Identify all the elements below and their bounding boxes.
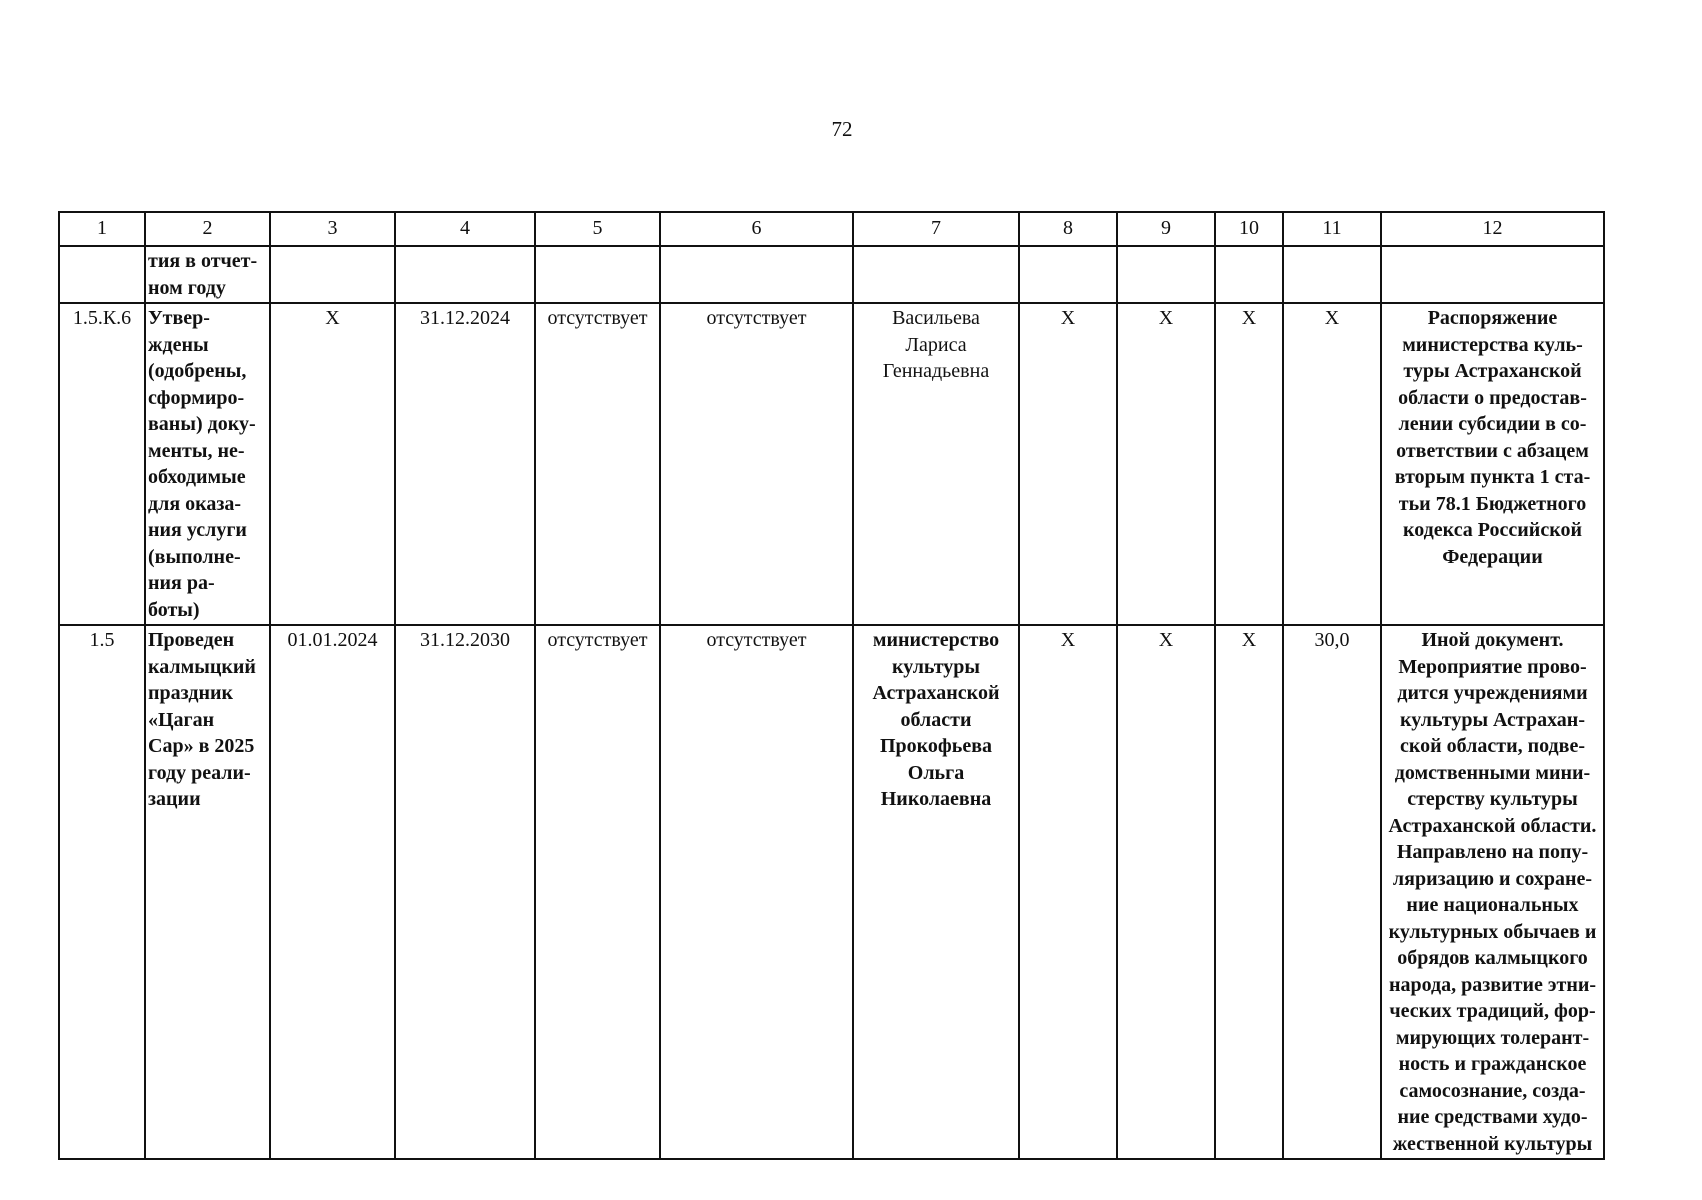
table-cell-number: 1.5 <box>59 625 145 1159</box>
table-cell-responsible <box>853 625 1019 1159</box>
cell-line: ние средствами худо- <box>1397 1106 1588 1128</box>
table-cell-event <box>145 246 270 303</box>
cell-line: области о предостав- <box>1398 386 1587 409</box>
header-cell: 1 <box>59 212 145 246</box>
table-cell <box>1381 246 1604 303</box>
cell-line: народа, развитие этни- <box>1388 973 1597 996</box>
header-cell: 5 <box>535 212 660 246</box>
cell-line: тьи 78.1 Бюджетного <box>1398 492 1587 515</box>
cell-line: мирующих толерант- <box>1395 1026 1590 1049</box>
cell-line: Утвер- <box>148 307 210 329</box>
table-cell <box>270 246 395 303</box>
cell-line: ческих традиций, фор- <box>1389 1000 1596 1022</box>
table-row <box>59 303 1604 625</box>
cell-line: «Цаган <box>148 708 215 731</box>
cell-line: домственными мини- <box>1394 761 1591 784</box>
cell-line: ность и гражданское <box>1398 1053 1587 1075</box>
table-cell: X <box>1215 303 1283 625</box>
cell-line: министерство <box>872 629 1000 651</box>
cell-line: боты) <box>148 598 200 621</box>
cell-line: обрядов калмыцкого <box>1397 947 1588 969</box>
cell-line: менты, не- <box>148 439 245 462</box>
table-cell: отсутствует <box>535 303 660 625</box>
cell-line: культуры Астрахан- <box>1399 708 1585 731</box>
cell-line: Распоряжение <box>1427 307 1558 329</box>
header-cell: 3 <box>270 212 395 246</box>
table-header-row <box>59 212 1604 246</box>
header-cell: 10 <box>1215 212 1283 246</box>
cell-line: Прокофьева <box>879 735 993 757</box>
cell-line: Ольга <box>907 761 965 784</box>
cell-line: ния услуги <box>148 519 247 541</box>
cell-line: области <box>900 708 972 731</box>
cell-line: Направлено на попу- <box>1396 841 1589 863</box>
header-cell: 9 <box>1117 212 1215 246</box>
cell-line: культуры <box>891 655 981 678</box>
page-number: 72 <box>831 117 853 141</box>
table-cell-event <box>145 625 270 1159</box>
cell-line: дится учреждениями <box>1397 682 1588 704</box>
cell-line: для оказа- <box>148 492 242 515</box>
cell-line: министерства куль- <box>1402 333 1583 356</box>
cell-line: праздник <box>148 682 234 704</box>
cell-line: сформиро- <box>148 386 245 409</box>
cell-line: Мероприятие прово- <box>1398 655 1587 678</box>
table-cell-amount: 30,0 <box>1283 625 1381 1159</box>
cell-line: ждены <box>148 333 209 356</box>
cell-line: Астраханской <box>872 682 1000 704</box>
header-cell: 2 <box>145 212 270 246</box>
table-cell: отсутствует <box>535 625 660 1159</box>
table-cell <box>1019 246 1117 303</box>
cell-line: Проведен <box>148 629 235 651</box>
table-cell-number: 1.5.К.6 <box>59 303 145 625</box>
cell-line: туры Астраханской <box>1403 360 1582 382</box>
cell-line: Васильева <box>892 307 980 329</box>
cell-line: кодекса Российской <box>1402 519 1582 541</box>
table-cell: отсутствует <box>660 303 853 625</box>
cell-line: ном году <box>148 276 226 299</box>
cell-line: Николаевна <box>880 788 992 810</box>
cell-line: ляризацию и сохране- <box>1392 867 1593 890</box>
table-cell <box>59 246 145 303</box>
cell-line: ние национальных <box>1406 894 1579 916</box>
cell-line: (выполне- <box>148 545 241 568</box>
table-cell-date: 31.12.2024 <box>395 303 535 625</box>
cell-line: стерству культуры <box>1407 788 1578 810</box>
table-cell: X <box>1117 303 1215 625</box>
table-cell <box>1215 246 1283 303</box>
table-cell-date: 31.12.2030 <box>395 625 535 1159</box>
table-cell: отсутствует <box>660 625 853 1159</box>
cell-line: самосознание, созда- <box>1399 1079 1586 1102</box>
cell-line: Иной документ. <box>1421 629 1564 651</box>
table-cell-responsible <box>853 303 1019 625</box>
table-cell-date: 01.01.2024 <box>270 625 395 1159</box>
header-cell: 12 <box>1381 212 1604 246</box>
cell-line: Федерации <box>1442 545 1543 568</box>
header-cell: 8 <box>1019 212 1117 246</box>
cell-line: жественной культуры <box>1392 1132 1593 1155</box>
table-cell-document <box>1381 625 1604 1159</box>
cell-line: обходимые <box>148 466 246 488</box>
header-cell: 7 <box>853 212 1019 246</box>
table-cell: X <box>1019 625 1117 1159</box>
table-cell: X <box>1019 303 1117 625</box>
table-cell <box>1283 246 1381 303</box>
cell-line: году реали- <box>148 761 251 784</box>
table-cell <box>660 246 853 303</box>
table-cell <box>853 246 1019 303</box>
table-cell: X <box>1117 625 1215 1159</box>
header-cell: 4 <box>395 212 535 246</box>
cell-line: ской области, подве- <box>1399 735 1585 757</box>
document-table <box>58 211 1605 1160</box>
header-cell: 11 <box>1283 212 1381 246</box>
cell-line: культурных обычаев и <box>1388 920 1597 943</box>
table-cell <box>1117 246 1215 303</box>
cell-line: лении субсидии в со- <box>1398 413 1587 435</box>
cell-line: тия в отчет- <box>148 250 258 272</box>
table-cell-event <box>145 303 270 625</box>
table-cell-document <box>1381 303 1604 625</box>
cell-line: ваны) доку- <box>148 413 256 435</box>
cell-line: Лариса <box>905 333 967 356</box>
table-row <box>59 625 1604 1159</box>
cell-line: ния ра- <box>148 572 215 594</box>
cell-line: Сар» в 2025 <box>148 735 255 757</box>
cell-line: зации <box>148 788 201 810</box>
header-cell: 6 <box>660 212 853 246</box>
table-cell <box>395 246 535 303</box>
cell-line: калмыцкий <box>148 655 256 678</box>
cell-line: ответствии с абзацем <box>1396 439 1589 462</box>
table-cell <box>535 246 660 303</box>
table-row <box>59 246 1604 303</box>
table-cell: X <box>1215 625 1283 1159</box>
cell-line: Геннадьевна <box>882 360 990 382</box>
table-cell: X <box>1283 303 1381 625</box>
cell-line: Астраханской области. <box>1388 814 1597 837</box>
cell-line: (одобрены, <box>148 360 247 382</box>
cell-line: вторым пункта 1 ста- <box>1394 466 1591 488</box>
table-cell: X <box>270 303 395 625</box>
